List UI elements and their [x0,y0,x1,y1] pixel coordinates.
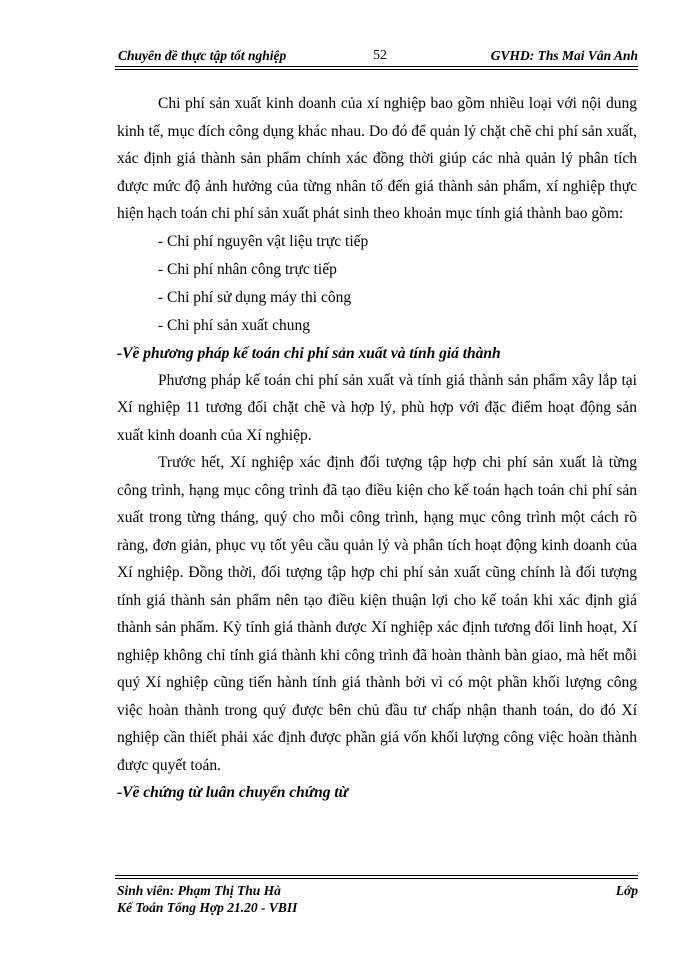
header-supervisor: GVHD: Ths Mai Vân Anh [490,48,638,63]
header-rule [115,66,638,67]
page-number: 52 [373,48,387,63]
footer-class-label: Lớp [615,883,638,898]
footer-class-name: Kế Toán Tổng Hợp 21.20 - VBII [117,900,298,915]
page-body [117,90,637,806]
section-heading-method: -Về phương pháp kế toán chi phí sản xuất và tính giá thành [117,344,501,362]
header-rule-thin [115,69,638,70]
list-item: - Chi phí sản xuất chung [158,316,310,334]
list-item: - Chi phí nhân công trực tiếp [158,260,337,278]
header-title: Chuyên đề thực tập tốt nghiệp [118,48,287,63]
footer-student: Sinh viên: Phạm Thị Thu Hà [117,883,281,898]
intro-paragraph: Chi phí sản xuất kinh doanh của xí nghiệp bao gồm nhiều loại với nội dung kinh tế, mục đích công dụng khác nhau. Do đó để quản lý chặt chẽ chi phí sản xuất, xác định giá thành sản phẩm chính xác đồng thời giúp các nhà quản lý phân tích được mức độ ảnh hưởng của từng nhân tố đến giá thành sản phẩm, xí nghiệp thực hiện hạch toán chi phí sản xuất phát sinh theo khoản mục tính giá thành bao gồm: [117,95,637,222]
footer-rule-thin [115,875,638,876]
section-heading-documents: -Về chứng từ luân chuyển chứng từ [117,784,348,801]
detail-paragraph: Trước hết, Xí nghiệp xác định đối tượng tập hợp chi phí sản xuất là từng công trình, hạng mục công trình đã tạo điều kiện cho kế toán hạch toán chi phí sản xuất trong từng tháng, quý cho mỗi công trình, hạng mục công trình một cách rõ ràng, đơn giản, phục vụ tốt yêu cầu quản lý và phân tích hoạt động kinh doanh của Xí nghiệp. Đồng thời, đối tượng tập hợp chi phí sản xuất cũng chính là đối tượng tính giá thành sản phẩm nên tạo điều kiện thuận lợi cho kế toán khi xác định giá thành sản phẩm. Kỳ tính giá thành được Xí nghiệp xác định tương đối linh hoạt, Xí nghiệp không chỉ tính giá thành khi công trình đã hoàn thành bàn giao, mà hết mỗi quý Xí nghiệp cũng tiến hành tính giá thành bởi vì có một phần khối lượng công việc hoàn thành trong quý được bên chủ đầu tư chấp nhận thanh toán, do đó Xí nghiệp cần thiết phải xác định được phần giá vốn khối lượng công việc hoàn thành được quyết toán. [117,454,637,774]
list-item: - Chi phí sử dụng máy thi công [158,288,352,306]
list-item: - Chi phí nguyên vật liệu trực tiếp [158,232,369,250]
footer-rule [115,878,638,879]
page-header [118,44,638,66]
method-paragraph: Phương pháp kế toán chi phí sản xuất và tính giá thành sản phẩm xây lắp tại Xí nghiệp 11 tương đối chặt chẽ và hợp lý, phù hợp với đặc điểm hoạt động sản xuất kinh doanh của Xí nghiệp. [117,371,637,444]
page-footer [117,882,638,916]
